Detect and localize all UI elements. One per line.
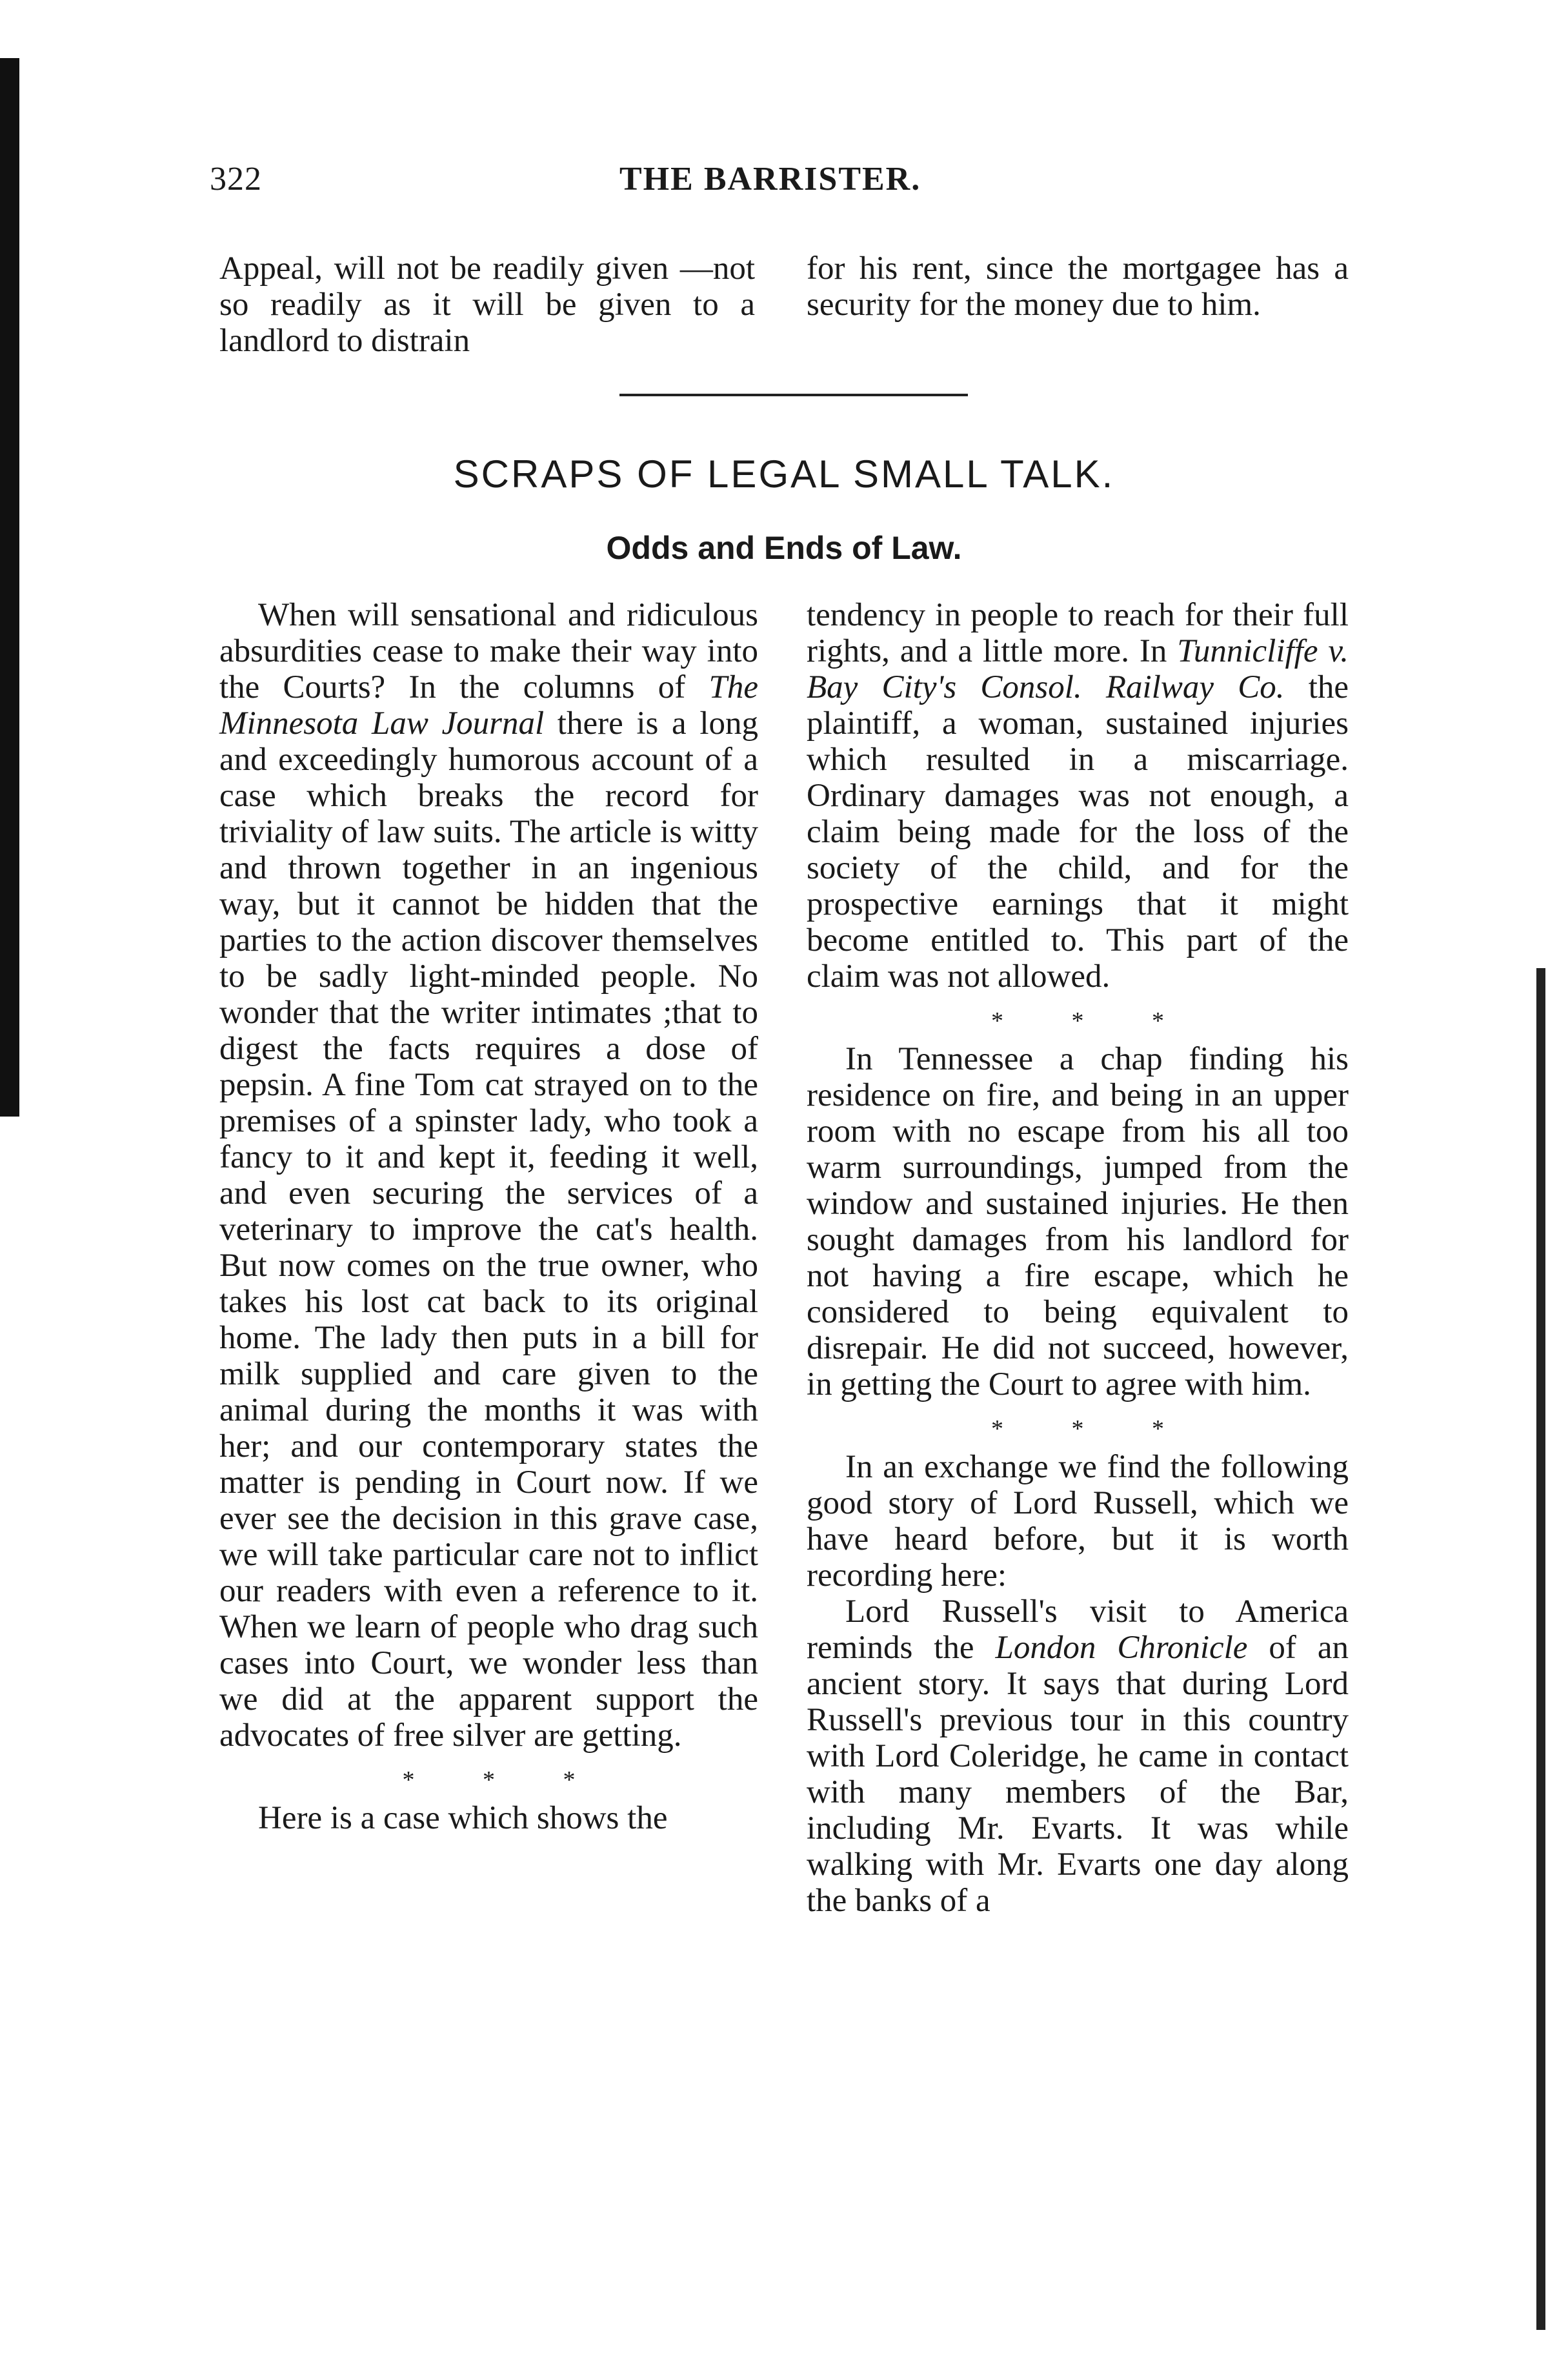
asterism-separator: * * * (402, 1766, 607, 1794)
running-title: THE BARRISTER. (619, 161, 921, 197)
paragraph-text: there is a long and exceedingly humorous account of a case which breaks the record for triviality of law suits. The article is witty and thrown together in an ingenious way, but it cannot be hidden that the parties to the action discover themselves to be sadly light-minded people. No wonder that the writer intimates ;that to digest the facts requires a dose of pepsin. A fine Tom cat strayed on to the premises of a spinster lady, who took a fancy to it and kept it, feeding it well, and even securing the services of a veterinary to improve the cat's health. But now comes on the true owner, who takes his lost cat back to its original home. The lady then puts in a bill for milk supplied and care given to the animal during the months it was with her; and our contemporary states the matter is pending in Court now. If we ever see the decision in this grave case, we will take particular care not to inflict our readers with even a reference to it. When we learn of people who drag such cases into Court, we wonder less than we did at the apparent support the advocates of free silver are getting. (219, 705, 759, 1754)
section-title: SCRAPS OF LEGAL SMALL TALK. (453, 452, 1115, 496)
paragraph-lord-russell-story (807, 1594, 1349, 1919)
page-number: 322 (210, 161, 262, 197)
case-name: Tunnicliffe v. Bay City's Consol. Railway Co. (807, 633, 1349, 705)
scan-edge-bar-left (0, 58, 19, 1117)
section-subtitle: Odds and Ends of Law. (606, 530, 962, 566)
carryover-left-column (219, 250, 755, 359)
asterism-separator: * * * (991, 1415, 1195, 1442)
section-divider-rule (619, 394, 968, 396)
carryover-right-column (807, 250, 1349, 323)
carryover-right-text: for his rent, since the mortgagee has a security for the money due to him. (807, 250, 1349, 323)
paragraph-text: tendency in people to reach for their full rights, and a little more. In (807, 597, 1349, 669)
newspaper-title: London Chronicle (995, 1630, 1248, 1666)
paragraph-lord-russell-intro: In an exchange we find the following good story of Lord Russell, which we have heard before, but it is worth recording here: (807, 1449, 1349, 1594)
scan-edge-bar-right (1536, 968, 1545, 2330)
paragraph-text: the plaintiff, a woman, sustained injuries which resulted in a miscarriage. Ordinary damages was not enough, a claim being made for the loss of the society of the child, and for the prospective earnings that it might become entitled to. This part of the claim was not allowed. (807, 669, 1349, 995)
journal-title: The Minnesota Law Journal (219, 669, 758, 742)
paragraph-minnesota-cat-case (219, 597, 758, 1754)
paragraph-text: Lord Russell's visit to America reminds the (807, 1594, 1349, 1666)
article-right-column (807, 597, 1349, 1919)
paragraph-tunnicliffe-case (807, 597, 1349, 995)
carryover-left-text: Appeal, will not be readily given —not so readily as it will be given to a landlord to distrain (219, 250, 755, 359)
paragraph-case-intro: Here is a case which shows the (258, 1800, 668, 1836)
paragraph-tennessee-fire: In Tennessee a chap finding his residence on fire, and being in an upper room with no escape from his all too warm surroundings, jumped from the window and sustained injuries. He then sought damages from his landlord for not having a fire escape, which he considered to being equivalent to disrepair. He did not succeed, however, in getting the Court to agree with him. (807, 1041, 1349, 1402)
paragraph-text: of an ancient story. It says that during Lord Russell's previous tour in this country with Lord Coleridge, he came in contact with many members of the Bar, including Mr. Evarts. It was while walking with Mr. Evarts one day along the banks of a (807, 1630, 1349, 1919)
paragraph-text: When will sensational and ridiculous absurdities cease to make their way into the Courts? In the columns of (219, 597, 758, 705)
asterism-separator: * * * (991, 1007, 1195, 1035)
article-left-column (219, 597, 758, 1836)
